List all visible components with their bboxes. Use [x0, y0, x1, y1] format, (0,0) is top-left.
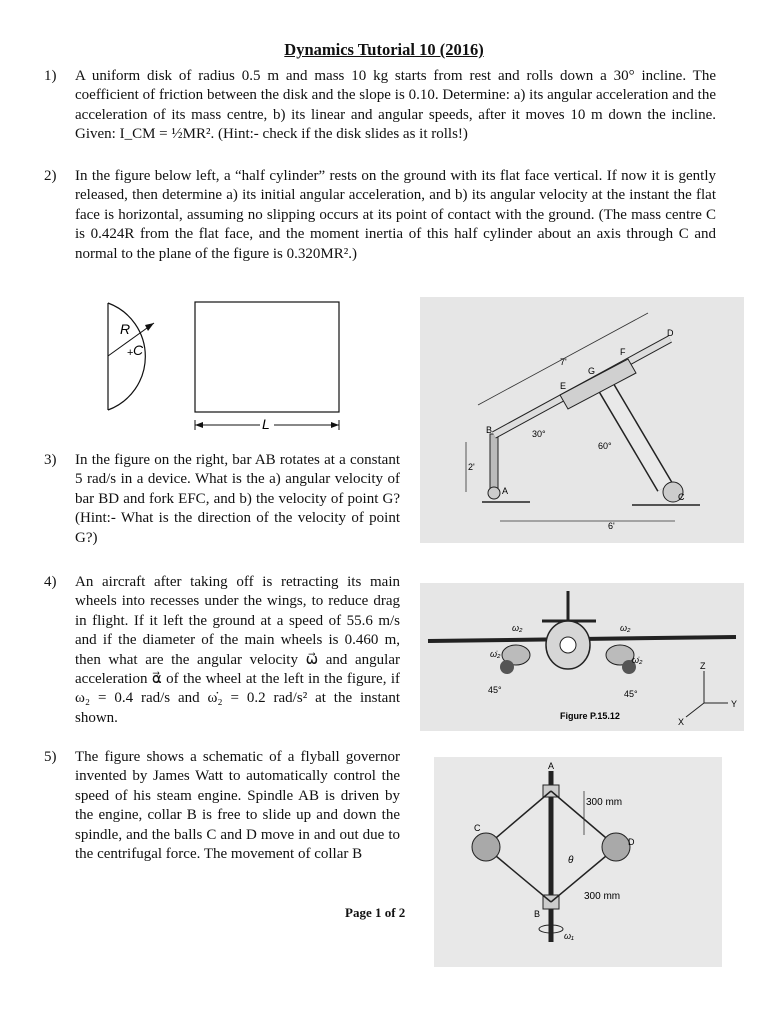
dimension-7ft: 7' — [560, 357, 567, 367]
center-marker: + — [127, 347, 134, 359]
angle-60: 60° — [598, 441, 612, 451]
axis-z: Z — [700, 661, 706, 671]
axis-x: X — [678, 717, 685, 727]
angle-45-right: 45° — [624, 689, 638, 699]
label-b: B — [486, 425, 493, 435]
problem-5 — [44, 748, 400, 884]
label-b: B — [534, 909, 541, 919]
omega2-right: ω₂ — [620, 623, 631, 633]
bar-ab — [490, 434, 498, 494]
label-a: A — [548, 761, 555, 771]
fork-efc — [600, 377, 665, 487]
label-l: L — [262, 416, 270, 432]
angle-30: 30° — [532, 429, 546, 439]
dimension-300-top: 300 mm — [586, 797, 623, 808]
half-cylinder-figure — [100, 296, 350, 436]
problem-text: In the figure below left, a “half cylinder” rests on the ground with its flat face vertical. If now it is gently released, then determine a) its initial angular acceleration, and b) its angular velocity at the instant the flat face is horizontal, assuming no slipping occurs at its point of contact with the ground. (The mass centre C is 0.424R from the flat face, and the moment inertia of this half cylinder about an axis through C and normal to the plane of the figure is 0.320MR².) — [75, 168, 716, 262]
label-e: E — [560, 381, 567, 391]
block-rectangle — [195, 302, 339, 412]
omega2-dot-left: ω̇₂ — [490, 649, 501, 659]
omega2-left: ω₂ — [512, 623, 523, 633]
left-wheel — [500, 660, 514, 674]
dimension-2ft: 2' — [468, 462, 475, 472]
problem-4 — [44, 573, 400, 747]
label-r: R — [120, 321, 131, 337]
omega1-label: ω₁ — [564, 931, 574, 941]
label-c: C — [474, 823, 481, 833]
dimension-6ft: 6' — [608, 521, 615, 531]
ball-d — [602, 833, 630, 861]
problem-3 — [44, 451, 400, 566]
label-g: G — [588, 366, 596, 376]
label-c: C — [133, 342, 144, 358]
label-d: D — [667, 328, 674, 338]
figure-caption: Figure P.15.12 — [560, 711, 620, 721]
linkage-figure — [420, 297, 744, 543]
label-a: A — [502, 486, 509, 496]
ball-c — [472, 833, 500, 861]
pin-a — [488, 487, 500, 499]
angle-45-left: 45° — [488, 685, 502, 695]
label-f: F — [620, 347, 626, 357]
page-number: Page 1 of 2 — [345, 905, 406, 920]
label-d: D — [628, 837, 635, 847]
problem-number: 2) — [44, 168, 57, 184]
problem-text: A uniform disk of radius 0.5 m and mass 10 kg starts from rest and rolls down a 30° incline. The coefficient of friction between the disk and the slope is 0.10. Determine: a) its angular acceleration and the acceleration of its mass centre, b) its linear and angular speeds, after it moves 10 m down the incline. Given: I_CM = ½MR². (Hint:- check if the disk slides as it rolls!) — [75, 68, 716, 143]
problem-text: An aircraft after taking off is retracting its main wheels into recesses under the wings, to reduce drag in flight. If it left the ground at a speed of 55.6 m/s and if the diameter of the main wheels is 0.460 m, then what are the angular velocity ω⃗ and angular acceleration α⃗ of the wheel at the left in the figure, if ω₂ = 0.4 rad/s and ω̇₂ = 0.2 rad/s² at the instant shown. — [75, 574, 400, 726]
label-c: C — [678, 492, 685, 502]
problem-number: 1) — [44, 68, 57, 84]
axis-y: Y — [731, 699, 738, 709]
aircraft-figure — [420, 583, 744, 731]
radius-arrowhead — [145, 323, 154, 331]
dimension-300-bottom: 300 mm — [584, 891, 621, 902]
theta-label: θ — [568, 855, 574, 866]
page-title: Dynamics Tutorial 10 (2016) — [284, 40, 484, 59]
problem-1 — [44, 67, 716, 165]
problem-text: In the figure on the right, bar AB rotates at a constant 5 rad/s in a device. What is the a) angular velocity of bar BD and fork EFC, and b) the velocity of point G? (Hint:- What is the direction of the velocity of point G?) — [75, 452, 400, 546]
governor-figure — [434, 757, 722, 967]
problem-number: 3) — [44, 452, 57, 468]
problem-2 — [44, 167, 716, 287]
problem-number: 4) — [44, 574, 57, 590]
problem-text: The figure shows a schematic of a flyball governor invented by James Watt to automatically control the speed of his steam engine. Spindle AB is driven by the engine, collar B is free to slide up and down the spindle, and the balls C and D move in and out due to the centrifugal force. The movement of collar B — [75, 749, 400, 863]
omega2-dot-right: ω̇₂ — [632, 655, 643, 665]
problem-number: 5) — [44, 749, 57, 765]
